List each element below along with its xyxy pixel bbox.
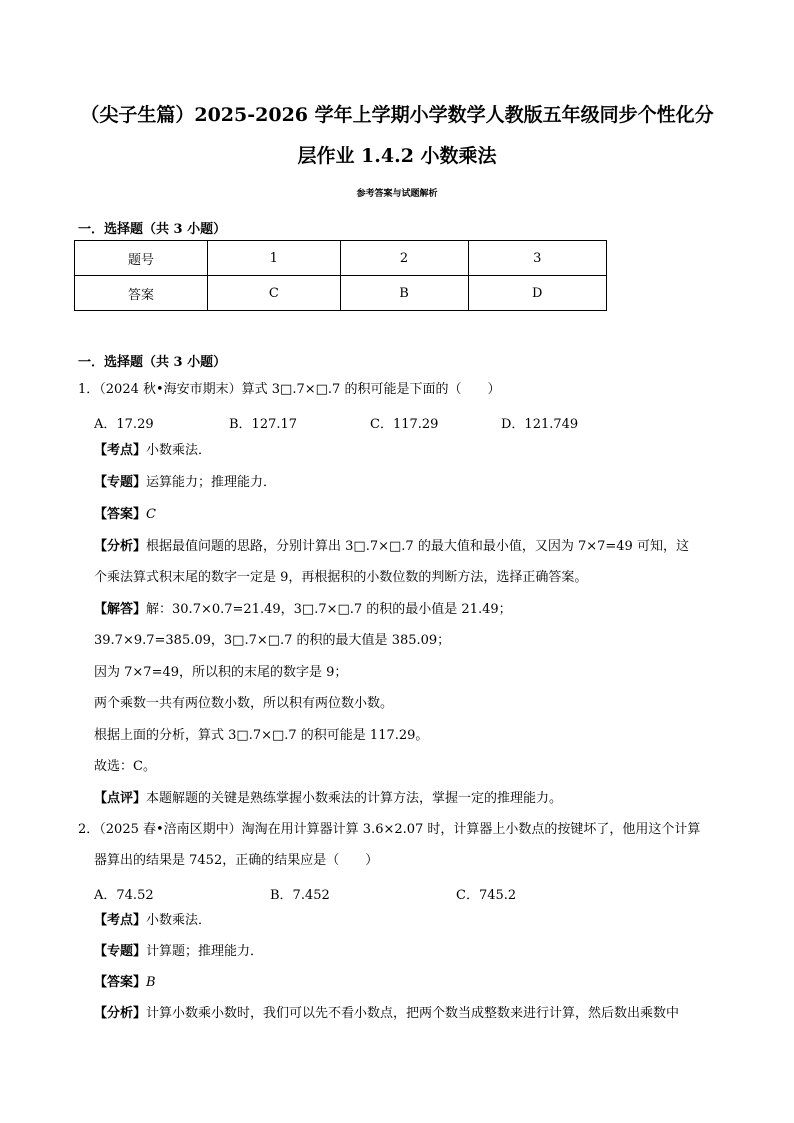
analysis-tag: 【分析】 — [94, 1006, 147, 1021]
q2-zhuanti — [94, 945, 263, 958]
table-cell: C — [208, 276, 341, 311]
table-cell: B — [340, 276, 468, 311]
answer-table — [74, 240, 607, 311]
solution-text: 解：30.7×0.7=21.49，3□.7×□.7 的积的最小值是 21.49； — [146, 602, 512, 617]
answer-text: C — [146, 507, 156, 522]
q1-kaodian — [94, 444, 211, 457]
q2-option-c: C．745.2 — [456, 888, 517, 903]
review-text: 本题解题的关键是熟练掌握小数乘法的计算方法，掌握一定的推理能力。 — [146, 791, 563, 806]
q1-solution-line6: 故选：C。 — [94, 759, 156, 774]
q1-zhuanti — [94, 476, 276, 489]
q1-option-c: C．117.29 — [370, 417, 439, 432]
q2-answer — [94, 976, 156, 989]
table-cell: 3 — [468, 241, 607, 276]
kaodian-tag: 【考点】 — [94, 913, 147, 928]
q1-analysis-line2: 个乘法算式积末尾的数字一定是 9，再根据积的小数位数的判断方法，选择正确答案。 — [94, 570, 588, 585]
answer-tag: 【答案】 — [94, 507, 147, 522]
q2-option-b: B．7.452 — [270, 888, 330, 903]
table-cell: 题号 — [75, 241, 208, 276]
q1-analysis-line1 — [94, 540, 689, 553]
document-subtitle: 参考答案与试题解析 — [356, 189, 438, 199]
analysis-tag: 【分析】 — [94, 539, 147, 554]
table-row — [75, 241, 607, 276]
q1-option-a: A．17.29 — [94, 417, 154, 432]
solution-tag: 【解答】 — [94, 602, 147, 617]
kaodian-text: 小数乘法． — [146, 443, 212, 458]
document-title-line2: 层作业 1.4.2 小数乘法 — [297, 145, 497, 167]
q2-option-a: A．74.52 — [94, 888, 154, 903]
table-cell: 答案 — [75, 276, 208, 311]
section-heading: 一．选择题（共 3 小题） — [78, 222, 227, 237]
zhuanti-tag: 【专题】 — [94, 944, 147, 959]
zhuanti-text: 运算能力；推理能力． — [146, 475, 277, 490]
q1-solution-line3: 因为 7×7=49，所以积的末尾的数字是 9； — [94, 665, 348, 680]
q1-option-b: B．127.17 — [229, 417, 298, 432]
kaodian-text: 小数乘法． — [146, 913, 212, 928]
analysis-text: 计算小数乘小数时，我们可以先不看小数点，把两个数当成整数来进行计算，然后数出乘数中 — [146, 1006, 680, 1021]
analysis-text: 根据最值问题的思路，分别计算出 3□.7×□.7 的最大值和最小值，又因为 7×7=49 可知，这 — [146, 539, 689, 554]
table-cell: D — [468, 276, 607, 311]
zhuanti-tag: 【专题】 — [94, 475, 147, 490]
question-2-stem-line2: 器算出的结果是 7452，正确的结果应是（ ） — [94, 853, 379, 868]
document-title-line1: （尖子生篇）2025-2026 学年上学期小学数学人教版五年级同步个性化分 — [80, 104, 714, 126]
section-heading: 一．选择题（共 3 小题） — [78, 355, 227, 370]
kaodian-tag: 【考点】 — [94, 443, 147, 458]
table-cell: 2 — [340, 241, 468, 276]
q1-solution-line2: 39.7×9.7=385.09，3□.7×□.7 的积的最大值是 385.09； — [94, 633, 451, 648]
q1-solution-line5: 根据上面的分析，算式 3□.7×□.7 的积可能是 117.29。 — [94, 728, 429, 743]
review-tag: 【点评】 — [94, 791, 147, 806]
q1-option-d: D．121.749 — [501, 417, 579, 432]
q1-solution-line4: 两个乘数一共有两位数小数，所以积有两位数小数。 — [94, 696, 394, 711]
q1-solution-line1 — [94, 603, 512, 616]
question-1-stem: 1．（2024 秋•海安市期末）算式 3□.7×□.7 的积可能是下面的（ ） — [78, 382, 501, 397]
table-cell: 1 — [208, 241, 341, 276]
table-row — [75, 276, 607, 311]
q1-review — [94, 792, 562, 805]
zhuanti-text: 计算题；推理能力． — [146, 944, 264, 959]
q1-answer — [94, 508, 156, 521]
q2-kaodian — [94, 914, 211, 927]
answer-text: B — [146, 975, 156, 990]
question-2-stem-line1: 2．（2025 春•涪南区期中）淘淘在用计算器计算 3.6×2.07 时，计算器上小数点的按键坏了，他用这个计算 — [78, 822, 701, 837]
q2-analysis-line1 — [94, 1007, 679, 1020]
answer-tag: 【答案】 — [94, 975, 147, 990]
